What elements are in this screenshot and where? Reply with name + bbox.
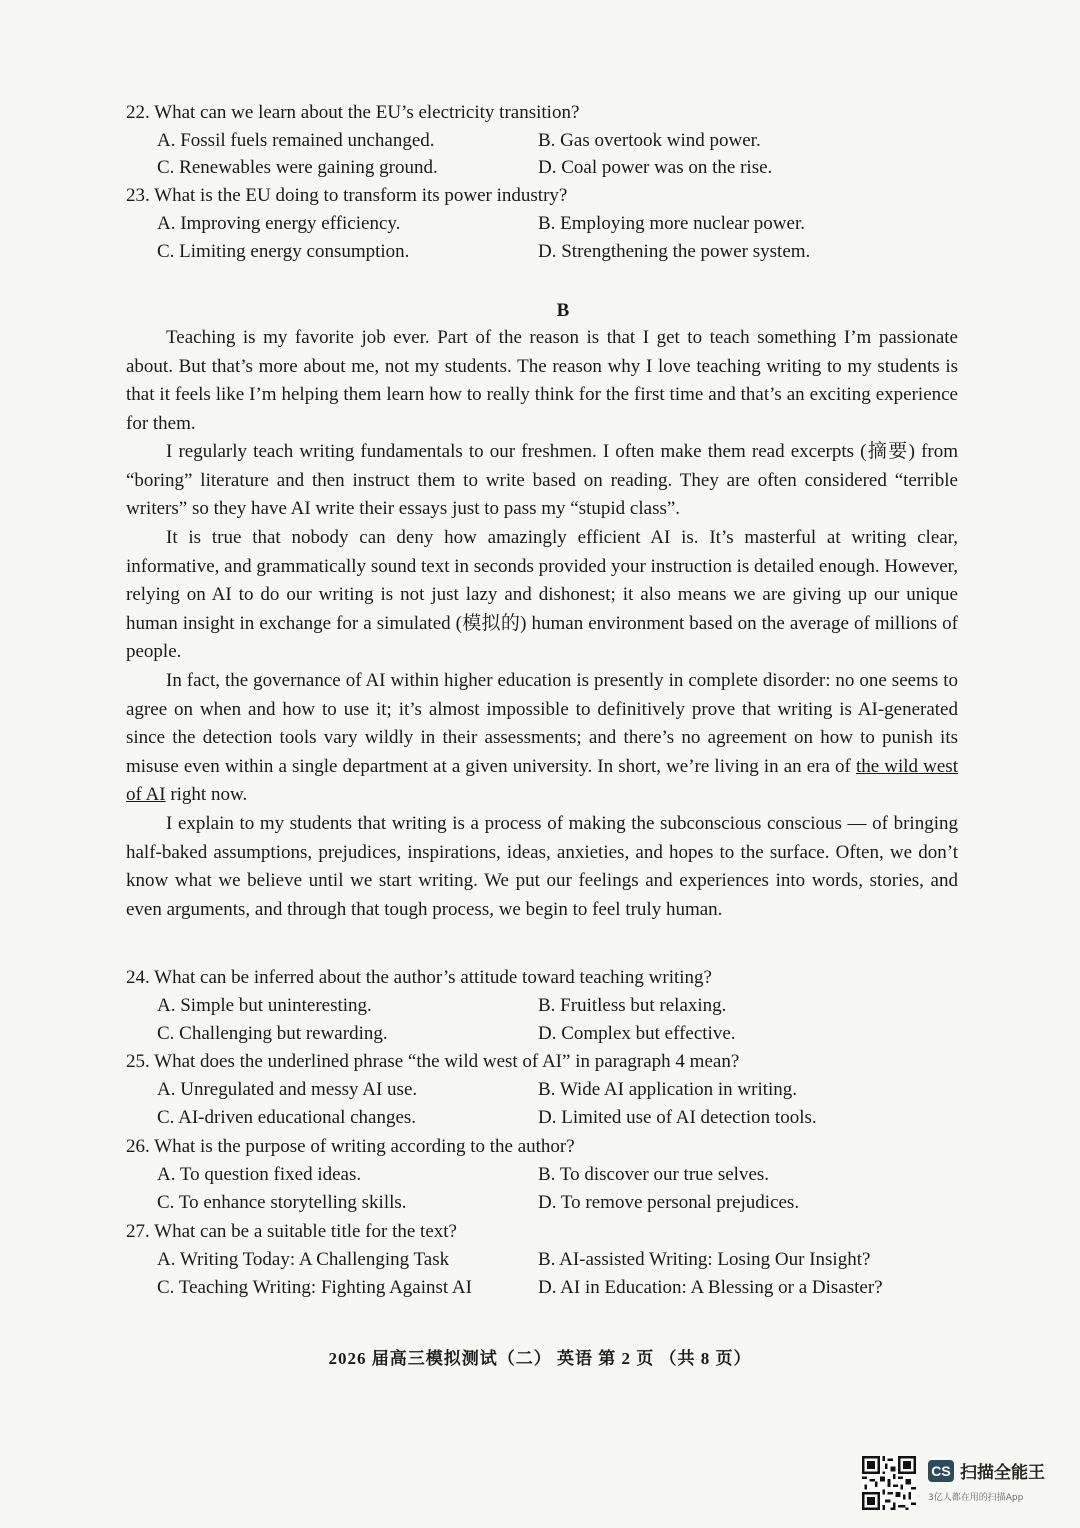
question-26-option-b: B. To discover our true selves.	[538, 1164, 770, 1185]
cs-logo-icon: CS	[928, 1460, 954, 1482]
question-27-option-a: A. Writing Today: A Challenging Task	[157, 1249, 450, 1270]
question-23-option-a: A. Improving energy efficiency.	[157, 213, 401, 234]
question-24-option-a: A. Simple but uninteresting.	[157, 995, 372, 1016]
page-footer: 2026 届高三模拟测试（二） 英语 第 2 页 （共 8 页）	[328, 1349, 752, 1368]
question-26-stem: 26. What is the purpose of writing according to the author?	[126, 1136, 575, 1157]
qr-code-icon	[862, 1456, 916, 1510]
passage-paragraph-5: I explain to my students that writing is a process of making the subconscious conscious — of bringing half-baked assumptions, prejudices, inspirations, ideas, anxieties, and hopes to the surface. Often, we don’t know what we believe until we start writing. We put our feelings and experiences into words, stories, and even arguments, and through that tough process, we begin to feel truly human.	[126, 813, 958, 920]
question-23-stem: 23. What is the EU doing to transform its power industry?	[126, 185, 568, 206]
question-25-option-b: B. Wide AI application in writing.	[538, 1079, 798, 1100]
question-27-option-b: B. AI-assisted Writing: Losing Our Insight?	[538, 1249, 871, 1270]
question-23-option-c: C. Limiting energy consumption.	[157, 241, 410, 262]
question-26-option-d: D. To remove personal prejudices.	[538, 1192, 800, 1213]
underlined-phrase: the wild west of AI	[126, 755, 958, 805]
passage-paragraph-3: It is true that nobody can deny how amazingly efficient AI is. It’s masterful at writing clear, informative, and grammatically sound text in seconds provided your instruction is detailed enough. However, relying on AI to do our writing is not just lazy and dishonest; it also means we are giving up our unique human insight in exchange for a simulated (模拟的) human environment based on the average of millions of people.	[126, 527, 958, 662]
question-26-option-a: A. To question fixed ideas.	[157, 1164, 362, 1185]
question-22-stem: 22. What can we learn about the EU’s electricity transition?	[126, 102, 580, 123]
question-22-option-c: C. Renewables were gaining ground.	[157, 157, 438, 178]
question-22-option-a: A. Fossil fuels remained unchanged.	[157, 130, 435, 151]
question-24-option-b: B. Fruitless but relaxing.	[538, 995, 727, 1016]
question-23-option-d: D. Strengthening the power system.	[538, 241, 811, 262]
question-24-option-d: D. Complex but effective.	[538, 1023, 736, 1044]
question-23-option-b: B. Employing more nuclear power.	[538, 213, 805, 234]
question-25-stem: 25. What does the underlined phrase “the wild west of AI” in paragraph 4 mean?	[126, 1051, 740, 1072]
scanner-tagline: 3亿人都在用的扫描App	[928, 1493, 1024, 1503]
question-27-option-d: D. AI in Education: A Blessing or a Disaster?	[538, 1277, 883, 1298]
paragraph-4-text-start: In fact, the governance of AI within higher education is presently in complete disorder: no one seems to agree on when and how to use it; it’s almost impossible to definitively prove that writing is AI-generated since the detection tools vary wildly in their assessments; and there’s no agreement on how to punish its misuse even within a single department at a given university. In short, we’re living in an era of	[126, 670, 958, 777]
question-25-option-d: D. Limited use of AI detection tools.	[538, 1107, 817, 1128]
question-22-option-d: D. Coal power was on the rise.	[538, 157, 773, 178]
scanner-badge	[862, 1456, 1062, 1510]
question-24-option-c: C. Challenging but rewarding.	[157, 1023, 388, 1044]
question-27-option-c: C. Teaching Writing: Fighting Against AI	[157, 1277, 472, 1298]
passage-paragraph-2: I regularly teach writing fundamentals to our freshmen. I often make them read excerpts (摘要) from “boring” literature and then instruct them to write based on reading. They are often considered “terrible writers” so they have AI write their essays just to pass my “stupid class”.	[126, 441, 958, 519]
passage-paragraph-4	[126, 667, 958, 810]
section-label: B	[556, 300, 570, 321]
question-27-stem: 27. What can be a suitable title for the text?	[126, 1221, 457, 1242]
scanner-app-name: 扫描全能王	[960, 1463, 1045, 1483]
question-25-option-c: C. AI-driven educational changes.	[157, 1107, 417, 1128]
question-26-option-c: C. To enhance storytelling skills.	[157, 1192, 407, 1213]
question-25-option-a: A. Unregulated and messy AI use.	[157, 1079, 418, 1100]
passage-paragraph-1: Teaching is my favorite job ever. Part of the reason is that I get to teach something I’m passionate about. But that’s more about me, not my students. The reason why I love teaching writing to my students is that it feels like I’m helping them learn how to really think for the first time and that’s an exciting experience for them.	[126, 327, 958, 434]
question-22-option-b: B. Gas overtook wind power.	[538, 130, 761, 151]
question-24-stem: 24. What can be inferred about the author’s attitude toward teaching writing?	[126, 967, 712, 988]
paragraph-4-text-end: right now.	[165, 784, 248, 805]
